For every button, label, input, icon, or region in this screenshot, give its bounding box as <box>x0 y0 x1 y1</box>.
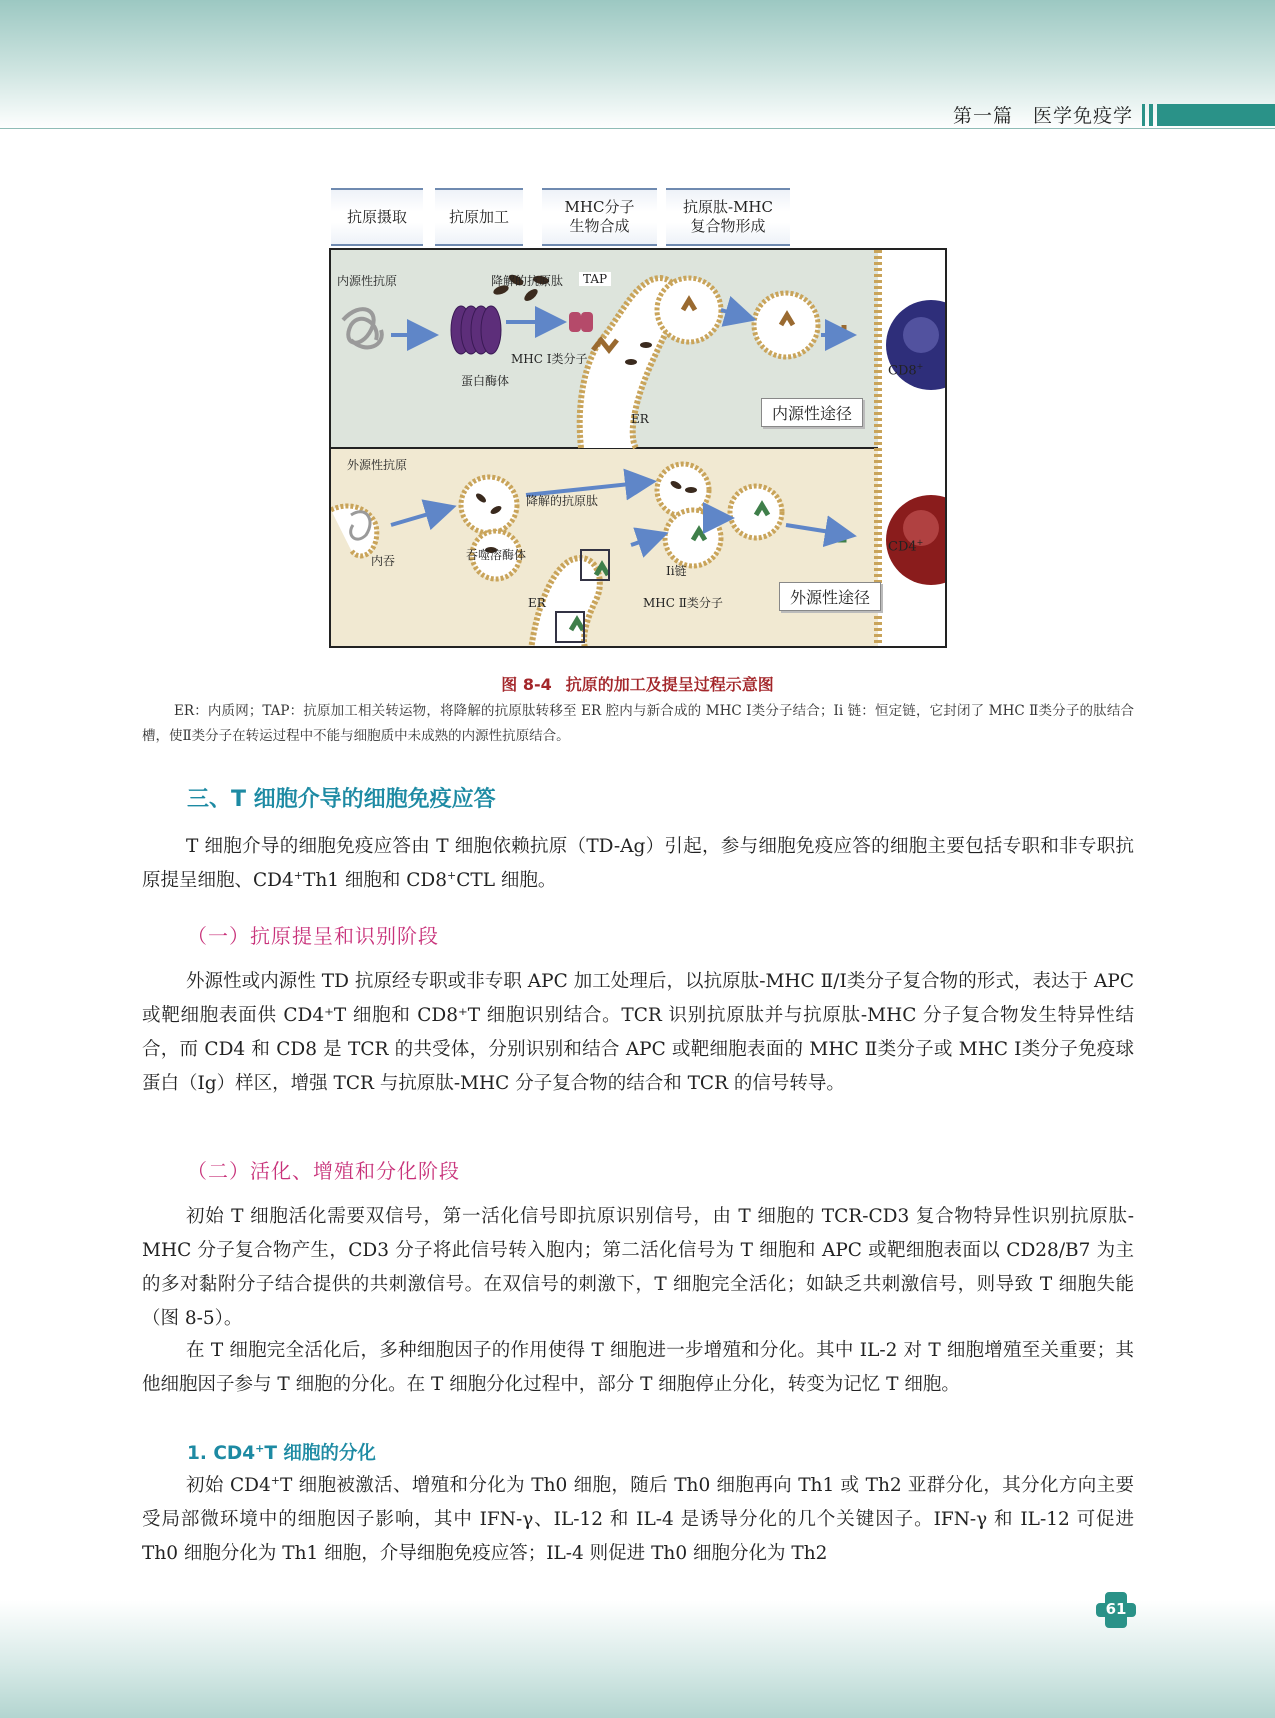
figure-caption-title <box>0 672 1275 695</box>
label-endogenous-antigen: 内源性抗原 <box>337 274 398 288</box>
footer-band <box>0 1600 1275 1718</box>
numbered-heading-1: 1. CD4+T 细胞的分化 <box>187 1441 376 1464</box>
figure-number: 图 8-4 <box>501 675 552 694</box>
running-header: 第一篇 医学免疫学 <box>952 105 1133 127</box>
stage-label-complex-formation: 抗原肽-MHC 复合物形成 <box>666 188 790 246</box>
label-endogenous-pathway: 内源性途径 <box>761 398 863 427</box>
paragraph-2: 外源性或内源性 TD 抗原经专职或非专职 APC 加工处理后，以抗原肽-MHC Ⅱ/Ⅰ类分子复合物的形式，表达于 APC 或靶细胞表面供 CD4⁺T 细胞和 CD8⁺T 细胞识别结合。TCR 识别抗原肽并与抗原肽-MHC 分子复合物发生特异性结合，而 CD4 和 CD8 是 TCR 的共受体，分别识别和结合 APC 或靶细胞表面的 MHC Ⅱ类分子或 MHC Ⅰ类分子免疫球蛋白（Ig）样区，增强 TCR 与抗原肽-MHC 分子复合物的结合和 TCR 的信号转导。 <box>142 971 1134 1094</box>
label-endocytosis: 内吞 <box>371 554 396 568</box>
stage-label-mhc-synthesis: MHC分子 生物合成 <box>542 188 657 246</box>
paragraph-1: T 细胞介导的细胞免疫应答由 T 细胞依赖抗原（TD-Ag）引起，参与细胞免疫应答的细胞主要包括专职和非专职抗原提呈细胞、CD4+Th1 细胞和 CD8+CTL 细胞。 <box>142 836 1134 891</box>
figure-8-4 <box>329 188 947 648</box>
label-mhc2: MHC Ⅱ类分子 <box>643 596 723 610</box>
paragraph-3: 初始 T 细胞活化需要双信号，第一活化信号即抗原识别信号，由 T 细胞的 TCR-CD3 复合物特异性识别抗原肽-MHC 分子复合物产生，CD3 分子将此信号转入胞内；第二活化信号为 T 细胞和 APC 或靶细胞表面以 CD28/B7 为主的多对黏附分子结合提供的共刺激信号。在双信号的刺激下，T 细胞完全活化；如缺乏共刺激信号，则导致 T 细胞失能（图 8-5）。 <box>142 1206 1134 1329</box>
section-heading: 三、T 细胞介导的细胞免疫应答 <box>187 787 496 812</box>
paragraph-5: 初始 CD4+T 细胞被激活、增殖和分化为 Th0 细胞，随后 Th0 细胞再向 Th1 或 Th2 亚群分化，其分化方向主要受局部微环境中的细胞因子影响，其中 IFN-γ、IL-12 和 IL-4 是诱导分化的几个关键因子。IFN-γ 和 IL-12 可促进 Th0 细胞分化为 Th1 细胞，介导细胞免疫应答；IL-4 则促进 Th0 细胞分化为 Th2 <box>142 1473 1134 1564</box>
figure-title: 抗原的加工及提呈过程示意图 <box>565 675 774 694</box>
page-number: 61 <box>1105 1600 1127 1618</box>
label-mhc1: MHC Ⅰ类分子 <box>511 352 588 366</box>
subheading-1: （一）抗原提呈和识别阶段 <box>187 924 439 948</box>
label-cd8: CD8+ <box>888 362 924 379</box>
label-er-top: ER <box>631 412 649 426</box>
label-tap: TAP <box>579 272 611 286</box>
figure-frame <box>329 248 947 648</box>
label-er-bottom: ER <box>528 596 546 610</box>
label-degraded-peptide-bottom: 降解的抗原肽 <box>526 494 599 508</box>
stage-label-processing: 抗原加工 <box>435 188 523 246</box>
label-cd4: CD4+ <box>888 538 924 555</box>
label-exogenous-pathway: 外源性途径 <box>779 582 881 611</box>
stage-label-uptake: 抗原摄取 <box>331 188 423 246</box>
subheading-2: （二）活化、增殖和分化阶段 <box>187 1159 460 1183</box>
label-phagolysosome: 吞噬溶酶体 <box>466 548 527 562</box>
label-degraded-peptide-top: 降解的抗原肽 <box>491 274 564 288</box>
label-exogenous-antigen: 外源性抗原 <box>347 458 408 472</box>
header-rule <box>0 128 1275 129</box>
figure-caption-note: ER：内质网；TAP：抗原加工相关转运物，将降解的抗原肽转移至 ER 腔内与新合成的 MHC Ⅰ类分子结合；Ii 链：恒定链，它封闭了 MHC Ⅱ类分子的肽结合槽，使Ⅱ类分子在转运过程中不能与细胞质中未成熟的内源性抗原结合。 <box>142 703 1134 744</box>
page-number-badge <box>1096 1590 1136 1630</box>
paragraph-4: 在 T 细胞完全活化后，多种细胞因子的作用使得 T 细胞进一步增殖和分化。其中 IL-2 对 T 细胞增殖至关重要；其他细胞因子参与 T 细胞的分化。在 T 细胞分化过程中，部分 T 细胞停止分化，转变为记忆 T 细胞。 <box>142 1340 1134 1395</box>
label-ii-chain: Ii链 <box>666 564 687 578</box>
label-proteasome: 蛋白酶体 <box>461 374 510 388</box>
